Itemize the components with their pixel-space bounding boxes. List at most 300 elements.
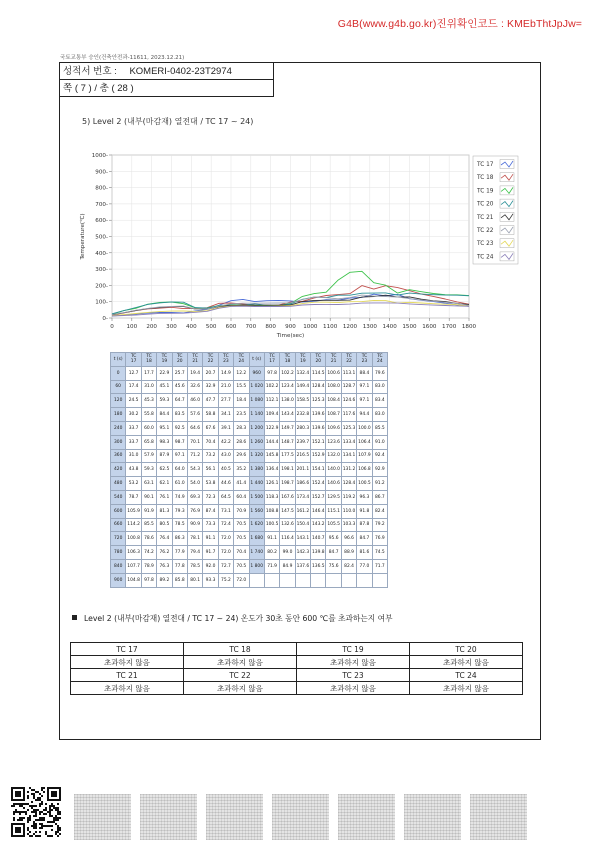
value-cell: 57.6 bbox=[187, 408, 202, 422]
value-cell: 17.7 bbox=[141, 366, 156, 380]
value-cell: 86.7 bbox=[372, 490, 387, 504]
exceed-title-text: Level 2 (내부(마감재) 열전대 / TC 17 ~ 24) 온도가 30초 동안 600 ℃를 초과하는지 여부 bbox=[84, 614, 393, 623]
security-pattern bbox=[272, 794, 329, 840]
value-cell: 108.4 bbox=[326, 394, 341, 408]
value-cell: 79.3 bbox=[172, 504, 187, 518]
legend-entry-label: TC 22 bbox=[477, 228, 494, 234]
legend-entry-label: TC 20 bbox=[477, 201, 494, 208]
x-tick-label: 700 bbox=[245, 324, 257, 330]
y-tick-label: 200- bbox=[95, 283, 108, 290]
value-cell: 186.6 bbox=[295, 477, 310, 491]
column-header: TC 17 bbox=[126, 353, 141, 367]
value-cell: 100.5 bbox=[264, 518, 279, 532]
value-cell: 83.4 bbox=[372, 394, 387, 408]
value-cell: 24.5 bbox=[126, 394, 141, 408]
value-cell: 124.6 bbox=[341, 394, 356, 408]
value-cell: 78.9 bbox=[141, 559, 156, 573]
table-row bbox=[111, 532, 388, 546]
value-cell: 64.0 bbox=[172, 463, 187, 477]
time-cell: 900 bbox=[111, 573, 126, 587]
time-cell: 0 bbox=[111, 366, 126, 380]
exceed-title bbox=[72, 613, 393, 624]
value-cell: 35.2 bbox=[234, 463, 249, 477]
table-row bbox=[111, 477, 388, 491]
value-cell: 92.9 bbox=[372, 463, 387, 477]
value-cell: 167.6 bbox=[280, 490, 295, 504]
qr-code-icon bbox=[11, 787, 61, 837]
value-cell: 79.4 bbox=[187, 546, 202, 560]
value-cell: 60.0 bbox=[141, 421, 156, 435]
time-cell: 960 bbox=[249, 366, 264, 380]
value-cell: 80.2 bbox=[264, 546, 279, 560]
value-cell: 232.8 bbox=[295, 408, 310, 422]
value-cell: 85.5 bbox=[141, 518, 156, 532]
value-cell: 98.7 bbox=[172, 435, 187, 449]
value-cell: 132.4 bbox=[295, 366, 310, 380]
x-tick-label: 1300 bbox=[362, 324, 377, 330]
report-frame bbox=[59, 62, 541, 740]
y-tick-label: 300- bbox=[95, 267, 108, 274]
result-tc-label: TC 21 bbox=[71, 669, 184, 682]
value-cell: 76.4 bbox=[157, 532, 172, 546]
value-cell: 84.9 bbox=[280, 559, 295, 573]
x-tick-label: 1200 bbox=[342, 324, 358, 330]
value-cell: 84.4 bbox=[157, 408, 172, 422]
value-cell: 97.8 bbox=[264, 366, 279, 380]
y-axis-label: Temperature(℃) bbox=[80, 213, 86, 260]
time-cell: 1 080 bbox=[249, 394, 264, 408]
time-cell: 300 bbox=[111, 435, 126, 449]
value-cell: 91.1 bbox=[203, 532, 218, 546]
value-cell: 148.7 bbox=[280, 435, 295, 449]
value-cell: 71.9 bbox=[264, 559, 279, 573]
value-cell: 78.1 bbox=[187, 532, 202, 546]
time-cell: 840 bbox=[111, 559, 126, 573]
value-cell: 72.4 bbox=[218, 518, 233, 532]
value-cell: 107.7 bbox=[126, 559, 141, 573]
value-cell: 89.2 bbox=[157, 573, 172, 587]
table-row bbox=[111, 435, 388, 449]
value-cell: 12.2 bbox=[234, 366, 249, 380]
table-row bbox=[111, 449, 388, 463]
value-cell: 87.9 bbox=[157, 449, 172, 463]
value-cell: 79.2 bbox=[372, 518, 387, 532]
value-cell: 100.6 bbox=[326, 366, 341, 380]
value-cell: 87.4 bbox=[203, 504, 218, 518]
value-cell: 39.1 bbox=[218, 421, 233, 435]
value-cell: 76.2 bbox=[157, 546, 172, 560]
y-tick-label: 800- bbox=[95, 185, 108, 192]
result-status: 초과하지 않음 bbox=[184, 656, 297, 669]
value-cell bbox=[280, 573, 295, 587]
time-cell: 540 bbox=[111, 490, 126, 504]
y-tick-label: 100- bbox=[95, 299, 108, 306]
value-cell: 108.7 bbox=[326, 408, 341, 422]
value-cell: 143.2 bbox=[311, 518, 326, 532]
value-cell: 83.0 bbox=[372, 380, 387, 394]
value-cell: 79.6 bbox=[372, 366, 387, 380]
value-cell: 95.1 bbox=[157, 421, 172, 435]
value-cell: 102.2 bbox=[280, 366, 295, 380]
x-tick-label: 300 bbox=[166, 324, 177, 330]
value-cell: 45.6 bbox=[172, 380, 187, 394]
time-column-header: t (s) bbox=[249, 353, 264, 367]
time-cell: 420 bbox=[111, 463, 126, 477]
value-cell: 75.6 bbox=[326, 559, 341, 573]
column-header: TC 20 bbox=[172, 353, 187, 367]
value-cell: 198.7 bbox=[280, 477, 295, 491]
value-cell: 88.9 bbox=[341, 546, 356, 560]
table-row bbox=[111, 463, 388, 477]
result-header-row bbox=[71, 643, 523, 656]
value-cell: 117.6 bbox=[341, 408, 356, 422]
value-cell: 78.7 bbox=[126, 490, 141, 504]
value-cell: 92.5 bbox=[172, 421, 187, 435]
value-cell: 77.0 bbox=[357, 559, 372, 573]
time-cell: 240 bbox=[111, 421, 126, 435]
x-tick-label: 0 bbox=[110, 324, 114, 330]
time-cell: 600 bbox=[111, 504, 126, 518]
value-cell: 84.7 bbox=[357, 532, 372, 546]
verification-code: G4B(www.g4b.go.kr)진위확인코드 : KMEbThtJpJw= bbox=[337, 18, 582, 30]
security-pattern bbox=[206, 794, 263, 840]
result-tc-label: TC 20 bbox=[410, 643, 523, 656]
value-cell: 152.4 bbox=[311, 477, 326, 491]
value-cell: 45.1 bbox=[157, 380, 172, 394]
time-cell: 60 bbox=[111, 380, 126, 394]
y-tick-label: 0- bbox=[102, 316, 108, 322]
value-cell: 161.2 bbox=[295, 504, 310, 518]
value-cell: 43.8 bbox=[126, 463, 141, 477]
value-cell: 146.4 bbox=[311, 504, 326, 518]
value-cell: 102.2 bbox=[264, 380, 279, 394]
value-cell: 138.0 bbox=[280, 394, 295, 408]
legend-entry-label: TC 19 bbox=[477, 188, 494, 195]
value-cell: 40.5 bbox=[218, 463, 233, 477]
x-tick-label: 100 bbox=[126, 324, 138, 330]
section-title: 5) Level 2 (내부(마감재) 열전대 / TC 17 ~ 24) bbox=[82, 117, 254, 126]
report-header bbox=[60, 63, 274, 97]
value-cell: 77.8 bbox=[172, 559, 187, 573]
value-cell: 78.6 bbox=[141, 532, 156, 546]
time-cell: 1 020 bbox=[249, 380, 264, 394]
value-cell: 91.8 bbox=[357, 504, 372, 518]
x-tick-label: 1600 bbox=[422, 324, 437, 330]
time-cell: 1 560 bbox=[249, 504, 264, 518]
value-cell: 115.1 bbox=[326, 504, 341, 518]
result-value-row bbox=[71, 682, 523, 695]
value-cell: 46.0 bbox=[187, 394, 202, 408]
value-cell: 122.9 bbox=[264, 421, 279, 435]
table-row bbox=[111, 518, 388, 532]
value-cell: 133.4 bbox=[341, 435, 356, 449]
value-cell: 80.1 bbox=[187, 573, 202, 587]
value-cell: 30.2 bbox=[126, 408, 141, 422]
value-cell: 25.7 bbox=[172, 366, 187, 380]
time-cell: 1 320 bbox=[249, 449, 264, 463]
security-pattern-strip bbox=[74, 794, 527, 840]
x-tick-label: 400 bbox=[185, 324, 197, 330]
value-cell: 70.4 bbox=[203, 435, 218, 449]
time-cell: 360 bbox=[111, 449, 126, 463]
value-cell: 77.9 bbox=[172, 546, 187, 560]
table-row bbox=[111, 546, 388, 560]
value-cell: 100.8 bbox=[126, 532, 141, 546]
y-tick-label: 700- bbox=[95, 201, 108, 208]
time-cell bbox=[249, 573, 264, 587]
value-cell: 96.3 bbox=[357, 490, 372, 504]
value-cell: 152.1 bbox=[311, 435, 326, 449]
value-cell: 97.1 bbox=[357, 394, 372, 408]
value-cell: 150.4 bbox=[295, 518, 310, 532]
value-cell: 61.0 bbox=[172, 477, 187, 491]
legend-entry-label: TC 17 bbox=[477, 162, 494, 168]
value-cell: 65.8 bbox=[141, 435, 156, 449]
value-cell: 71.2 bbox=[187, 449, 202, 463]
result-tc-label: TC 19 bbox=[297, 643, 410, 656]
value-cell: 154.1 bbox=[311, 463, 326, 477]
value-cell bbox=[372, 573, 387, 587]
x-tick-label: 1700 bbox=[442, 324, 457, 330]
time-cell: 1 380 bbox=[249, 463, 264, 477]
value-cell: 53.8 bbox=[203, 477, 218, 491]
value-cell: 12.7 bbox=[126, 366, 141, 380]
legend-entry-label: TC 18 bbox=[477, 175, 494, 182]
value-cell: 76.9 bbox=[187, 504, 202, 518]
value-cell: 88.4 bbox=[357, 366, 372, 380]
column-header: TC 24 bbox=[372, 353, 387, 367]
value-cell: 134.1 bbox=[341, 449, 356, 463]
value-cell: 90.9 bbox=[187, 518, 202, 532]
value-cell: 125.3 bbox=[341, 421, 356, 435]
value-cell: 70.9 bbox=[234, 504, 249, 518]
value-cell: 106.4 bbox=[357, 435, 372, 449]
time-cell: 1 740 bbox=[249, 546, 264, 560]
x-tick-label: 500 bbox=[205, 324, 217, 330]
value-cell: 116.4 bbox=[280, 532, 295, 546]
value-cell: 109.6 bbox=[326, 421, 341, 435]
value-cell: 132.6 bbox=[280, 518, 295, 532]
value-cell: 136.4 bbox=[264, 463, 279, 477]
value-cell: 158.5 bbox=[295, 394, 310, 408]
time-cell: 1 140 bbox=[249, 408, 264, 422]
value-cell: 123.4 bbox=[280, 380, 295, 394]
value-cell: 74.5 bbox=[372, 546, 387, 560]
value-cell: 125.3 bbox=[311, 394, 326, 408]
value-cell: 23.5 bbox=[234, 408, 249, 422]
value-cell: 91.7 bbox=[203, 546, 218, 560]
time-cell: 480 bbox=[111, 477, 126, 491]
value-cell: 60.4 bbox=[234, 490, 249, 504]
value-cell: 149.4 bbox=[295, 380, 310, 394]
value-cell: 216.5 bbox=[295, 449, 310, 463]
legend-entry-label: TC 21 bbox=[477, 214, 494, 221]
time-cell: 720 bbox=[111, 532, 126, 546]
value-cell: 54.0 bbox=[187, 477, 202, 491]
value-cell bbox=[264, 573, 279, 587]
y-tick-label: 400- bbox=[95, 250, 108, 257]
table-row bbox=[111, 490, 388, 504]
time-cell: 1 680 bbox=[249, 532, 264, 546]
value-cell: 27.7 bbox=[218, 394, 233, 408]
value-cell: 173.4 bbox=[295, 490, 310, 504]
time-cell: 780 bbox=[111, 546, 126, 560]
x-tick-label: 800 bbox=[265, 324, 277, 330]
temperature-table bbox=[110, 352, 388, 588]
value-cell: 105.9 bbox=[126, 504, 141, 518]
report-number-line bbox=[60, 63, 273, 80]
result-tc-label: TC 17 bbox=[71, 643, 184, 656]
value-cell: 18.4 bbox=[234, 394, 249, 408]
result-status: 초과하지 않음 bbox=[71, 682, 184, 695]
value-cell: 33.7 bbox=[126, 421, 141, 435]
value-cell bbox=[295, 573, 310, 587]
value-cell: 72.7 bbox=[218, 559, 233, 573]
value-cell: 73.3 bbox=[203, 518, 218, 532]
value-cell: 142.3 bbox=[295, 546, 310, 560]
table-row bbox=[111, 559, 388, 573]
table-row bbox=[111, 366, 388, 380]
value-cell: 87.8 bbox=[357, 518, 372, 532]
value-cell: 94.4 bbox=[357, 408, 372, 422]
table-row bbox=[111, 573, 388, 587]
value-cell: 100.5 bbox=[357, 477, 372, 491]
value-cell: 128.7 bbox=[341, 380, 356, 394]
value-cell: 81.3 bbox=[157, 504, 172, 518]
value-cell: 149.7 bbox=[280, 421, 295, 435]
value-cell: 72.0 bbox=[218, 546, 233, 560]
value-cell: 96.6 bbox=[341, 532, 356, 546]
value-cell: 140.7 bbox=[311, 532, 326, 546]
value-cell: 47.7 bbox=[203, 394, 218, 408]
y-tick-label: 600- bbox=[95, 218, 108, 225]
value-cell: 32.9 bbox=[203, 380, 218, 394]
value-cell: 106.8 bbox=[357, 463, 372, 477]
value-cell: 103.3 bbox=[341, 518, 356, 532]
value-cell: 92.4 bbox=[372, 449, 387, 463]
value-cell: 152.9 bbox=[311, 449, 326, 463]
column-header: TC 17 bbox=[264, 353, 279, 367]
value-cell: 64.5 bbox=[218, 490, 233, 504]
value-cell: 108.8 bbox=[264, 504, 279, 518]
time-cell: 120 bbox=[111, 394, 126, 408]
value-cell: 105.5 bbox=[326, 518, 341, 532]
value-cell: 64.7 bbox=[172, 394, 187, 408]
value-cell: 73.2 bbox=[203, 449, 218, 463]
value-cell: 139.6 bbox=[311, 408, 326, 422]
value-cell: 112.1 bbox=[264, 394, 279, 408]
value-cell: 83.5 bbox=[172, 408, 187, 422]
value-cell: 114.5 bbox=[311, 366, 326, 380]
value-cell: 19.4 bbox=[187, 366, 202, 380]
value-cell: 45.3 bbox=[141, 394, 156, 408]
value-cell: 21.0 bbox=[218, 380, 233, 394]
value-cell: 93.3 bbox=[203, 573, 218, 587]
value-cell: 90.1 bbox=[141, 490, 156, 504]
result-status: 초과하지 않음 bbox=[297, 682, 410, 695]
value-cell: 85.5 bbox=[372, 421, 387, 435]
result-status: 초과하지 않음 bbox=[297, 656, 410, 669]
result-status: 초과하지 않음 bbox=[71, 656, 184, 669]
x-tick-label: 1000 bbox=[303, 324, 318, 330]
value-cell bbox=[311, 573, 326, 587]
x-tick-label: 1800 bbox=[461, 324, 477, 330]
value-cell: 15.5 bbox=[234, 380, 249, 394]
column-header: TC 20 bbox=[311, 353, 326, 367]
value-cell: 83.0 bbox=[372, 408, 387, 422]
value-cell: 70.5 bbox=[234, 518, 249, 532]
column-header: TC 19 bbox=[157, 353, 172, 367]
value-cell: 201.1 bbox=[295, 463, 310, 477]
table-header-row bbox=[111, 353, 388, 367]
value-cell: 56.1 bbox=[203, 463, 218, 477]
value-cell: 81.6 bbox=[357, 546, 372, 560]
column-header: TC 21 bbox=[187, 353, 202, 367]
result-status: 초과하지 않음 bbox=[410, 656, 523, 669]
report-number: KOMERI-0402-23T2974 bbox=[129, 66, 232, 77]
value-cell: 84.7 bbox=[326, 546, 341, 560]
table-row bbox=[111, 421, 388, 435]
value-cell: 128.4 bbox=[311, 380, 326, 394]
value-cell: 108.0 bbox=[326, 380, 341, 394]
value-cell: 53.2 bbox=[126, 477, 141, 491]
table-row bbox=[111, 394, 388, 408]
security-pattern bbox=[338, 794, 395, 840]
time-cell: 1 440 bbox=[249, 477, 264, 491]
value-cell: 91.2 bbox=[372, 477, 387, 491]
time-cell: 1 260 bbox=[249, 435, 264, 449]
table-row bbox=[111, 380, 388, 394]
value-cell: 177.5 bbox=[280, 449, 295, 463]
value-cell: 62.1 bbox=[157, 477, 172, 491]
y-tick-label: 500- bbox=[95, 234, 108, 241]
value-cell: 59.3 bbox=[141, 463, 156, 477]
result-tc-label: TC 24 bbox=[410, 669, 523, 682]
value-cell: 123.6 bbox=[326, 435, 341, 449]
value-cell: 119.2 bbox=[341, 490, 356, 504]
x-tick-label: 1500 bbox=[402, 324, 417, 330]
result-header-row bbox=[71, 669, 523, 682]
value-cell: 82.4 bbox=[372, 504, 387, 518]
value-cell: 76.9 bbox=[372, 532, 387, 546]
value-cell: 128.4 bbox=[341, 477, 356, 491]
y-tick-label: 900- bbox=[95, 169, 108, 176]
result-tc-label: TC 23 bbox=[297, 669, 410, 682]
result-status: 초과하지 않음 bbox=[184, 682, 297, 695]
column-header: TC 22 bbox=[203, 353, 218, 367]
value-cell bbox=[326, 573, 341, 587]
value-cell: 239.7 bbox=[295, 435, 310, 449]
security-pattern bbox=[74, 794, 131, 840]
value-cell: 144.4 bbox=[264, 435, 279, 449]
value-cell: 14.9 bbox=[218, 366, 233, 380]
value-cell: 62.5 bbox=[157, 463, 172, 477]
result-value-row bbox=[71, 656, 523, 669]
value-cell: 100.0 bbox=[357, 421, 372, 435]
column-header: TC 21 bbox=[326, 353, 341, 367]
value-cell: 28.6 bbox=[234, 435, 249, 449]
security-pattern bbox=[404, 794, 461, 840]
value-cell: 113.1 bbox=[341, 366, 356, 380]
value-cell: 86.3 bbox=[172, 532, 187, 546]
value-cell: 91.9 bbox=[141, 504, 156, 518]
value-cell: 139.8 bbox=[311, 546, 326, 560]
value-cell: 145.8 bbox=[264, 449, 279, 463]
exceed-result-table bbox=[70, 642, 523, 695]
value-cell: 58.8 bbox=[203, 408, 218, 422]
report-number-label: 성적서 번호 : bbox=[63, 66, 117, 77]
value-cell: 78.5 bbox=[187, 559, 202, 573]
